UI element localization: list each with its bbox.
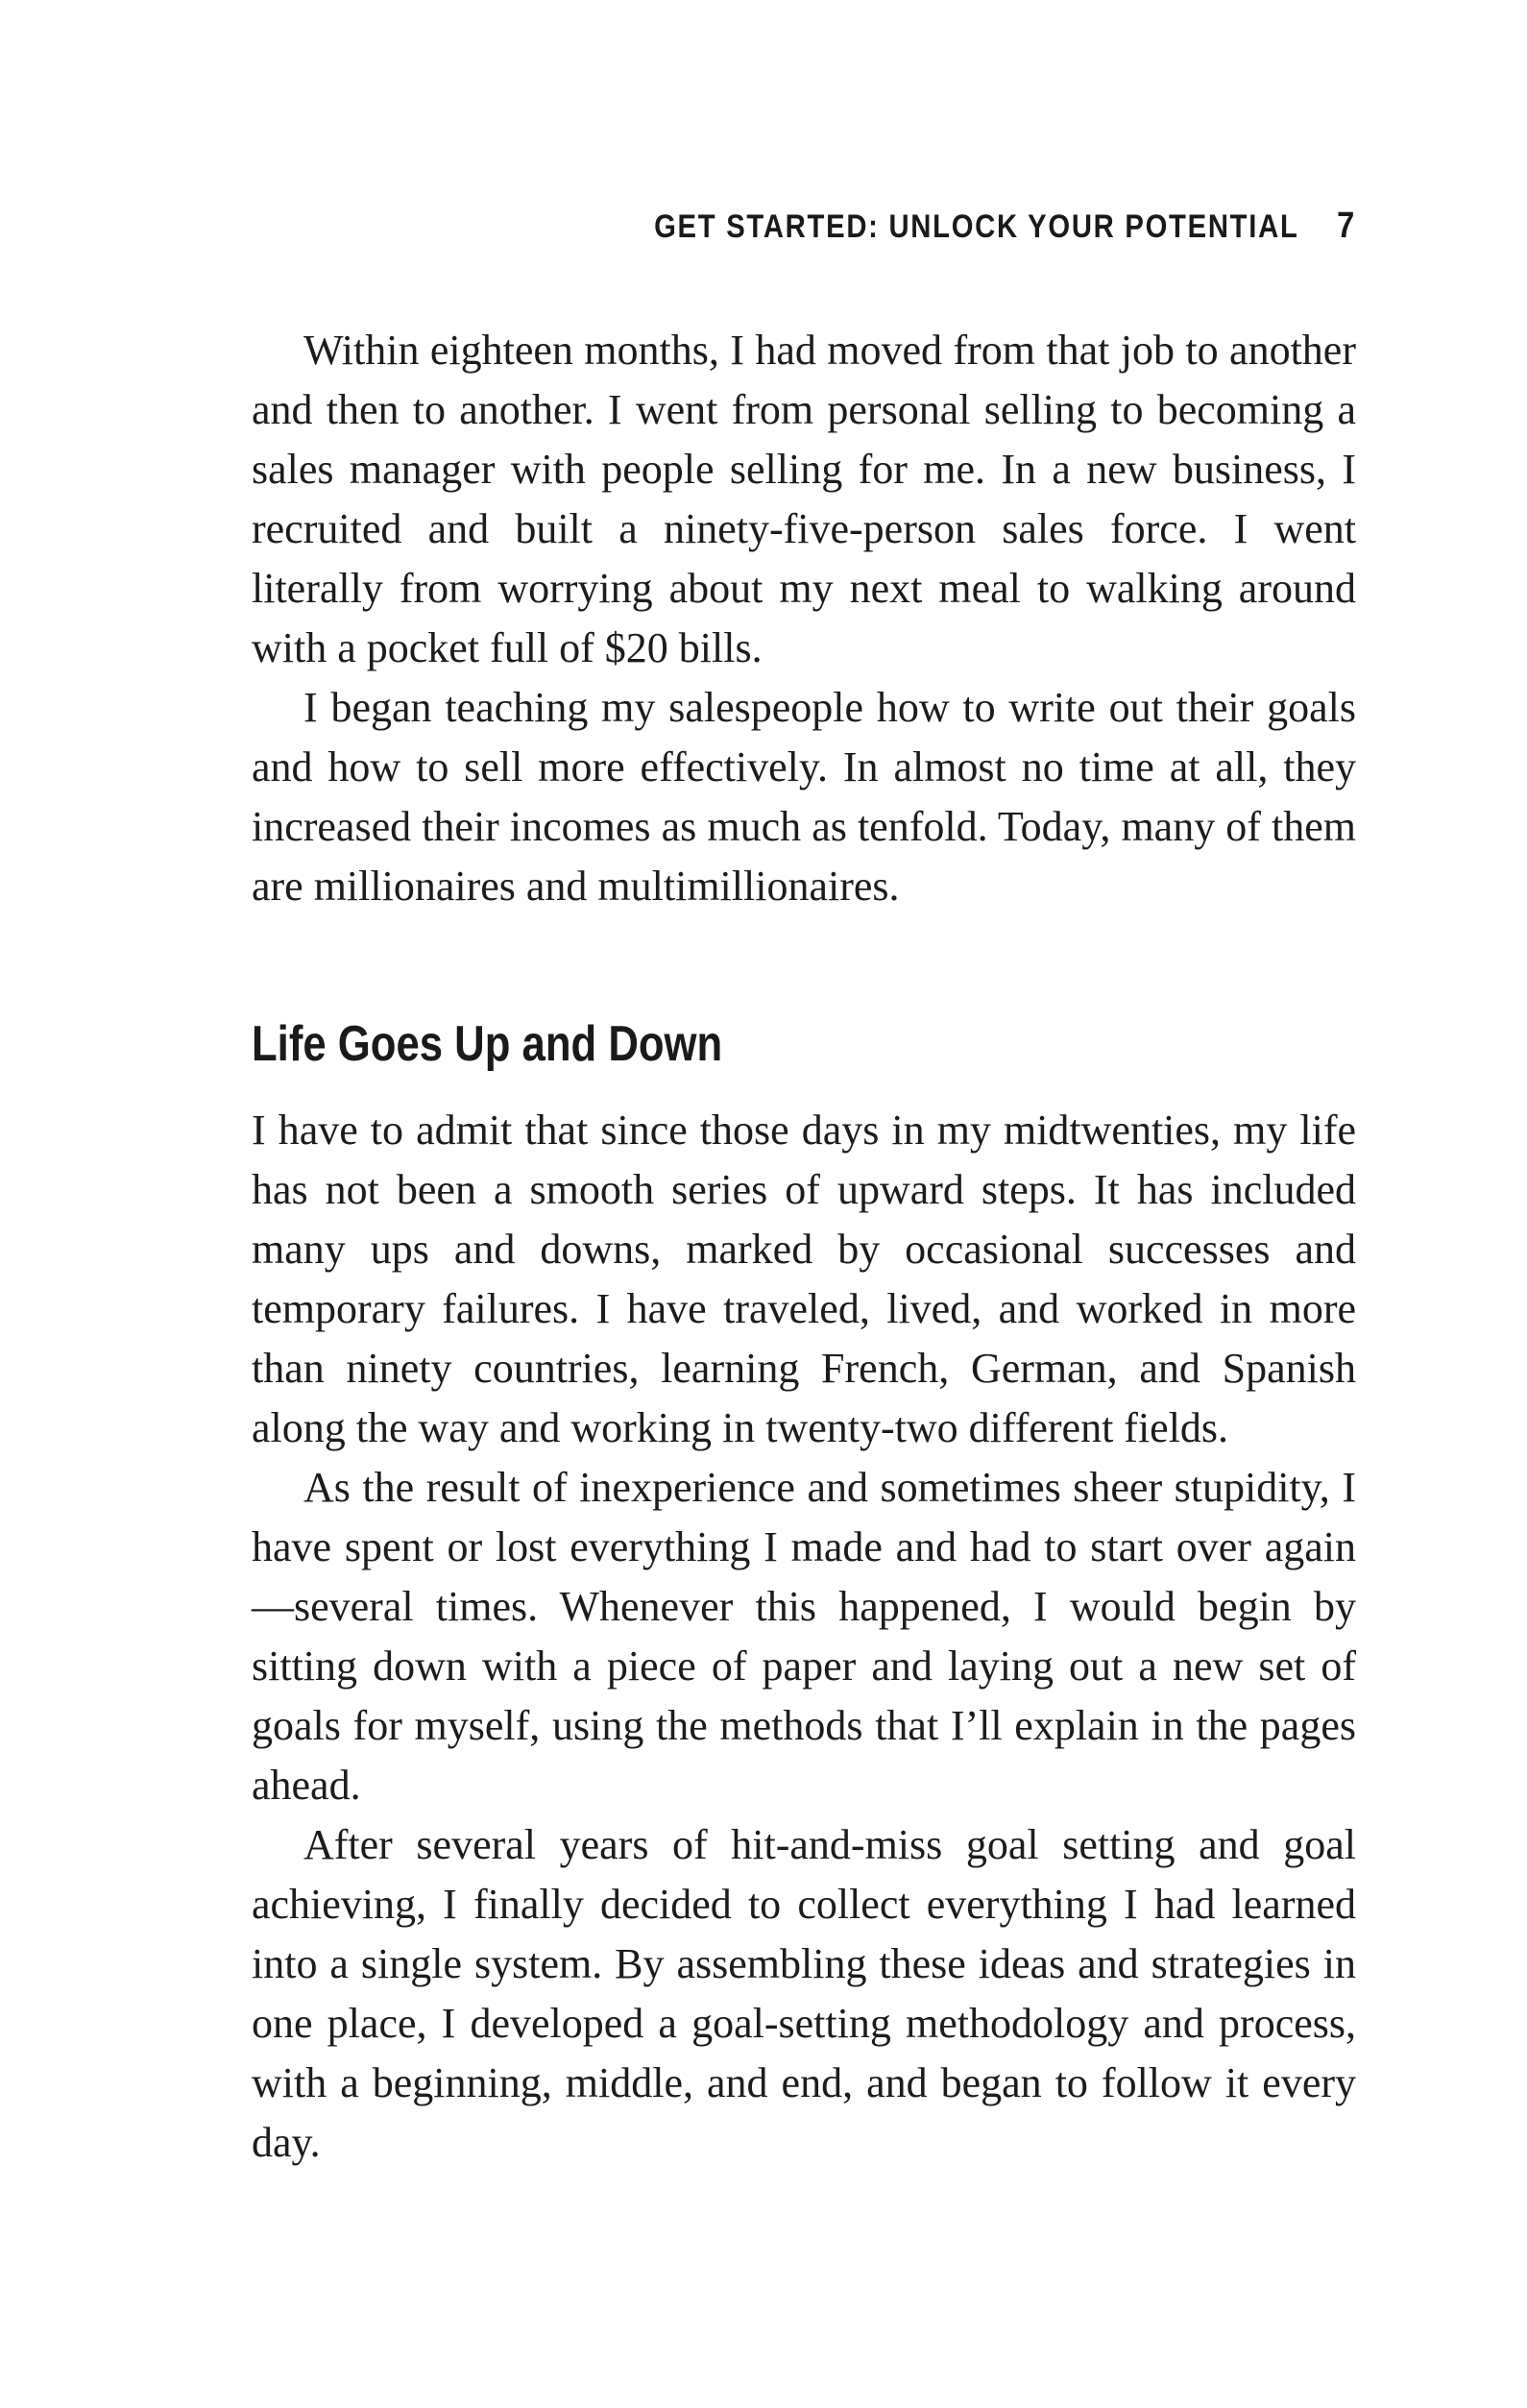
- page-number: 7: [1337, 206, 1356, 246]
- body-text-top: [252, 321, 1356, 916]
- running-head-title: GET STARTED: UNLOCK YOUR POTENTIAL: [654, 208, 1299, 245]
- paragraph: I have to admit that since those days in my midtwenties, my life has not been a smooth series of upward steps. It has included many ups and downs, marked by occasional successes and temporary failures. I have traveled, lived, and worked in more than ninety countries, learning French, German, and Spanish along the way and working in twenty-two different fields.: [252, 1107, 1356, 1451]
- paragraph: Within eighteen months, I had moved from that job to another and then to another. I went from personal selling to becoming a sales manager with people selling for me. In a new business, I recruited and built a ninety-five-person sales force. I went literally from worrying about my next meal to walking around with a pocket full of $20 bills.: [252, 327, 1356, 671]
- section-heading: Life Goes Up and Down: [252, 1016, 723, 1072]
- body-text-section: [252, 1101, 1356, 2173]
- paragraph: As the result of inexperience and sometimes sheer stupidity, I have spent or lost everything I made and had to start over again—several times. Whenever this happened, I would begin by sitting down with a piece of paper and laying out a new set of goals for myself, using the methods that I’ll explain in the pages ahead.: [252, 1464, 1356, 1809]
- running-head: [406, 206, 1356, 263]
- paragraph: After several years of hit-and-miss goal setting and goal achieving, I finally decided to collect everything I had learned into a single system. By assembling these ideas and strategies in one place, I developed a goal-setting methodology and process, with a beginning, middle, and end, and began to follow it every day.: [252, 1821, 1356, 2166]
- paragraph: I began teaching my salespeople how to write out their goals and how to sell more effectively. In almost no time at all, they increased their incomes as much as tenfold. Today, many of them are millionaires and multimillionaires.: [252, 684, 1356, 910]
